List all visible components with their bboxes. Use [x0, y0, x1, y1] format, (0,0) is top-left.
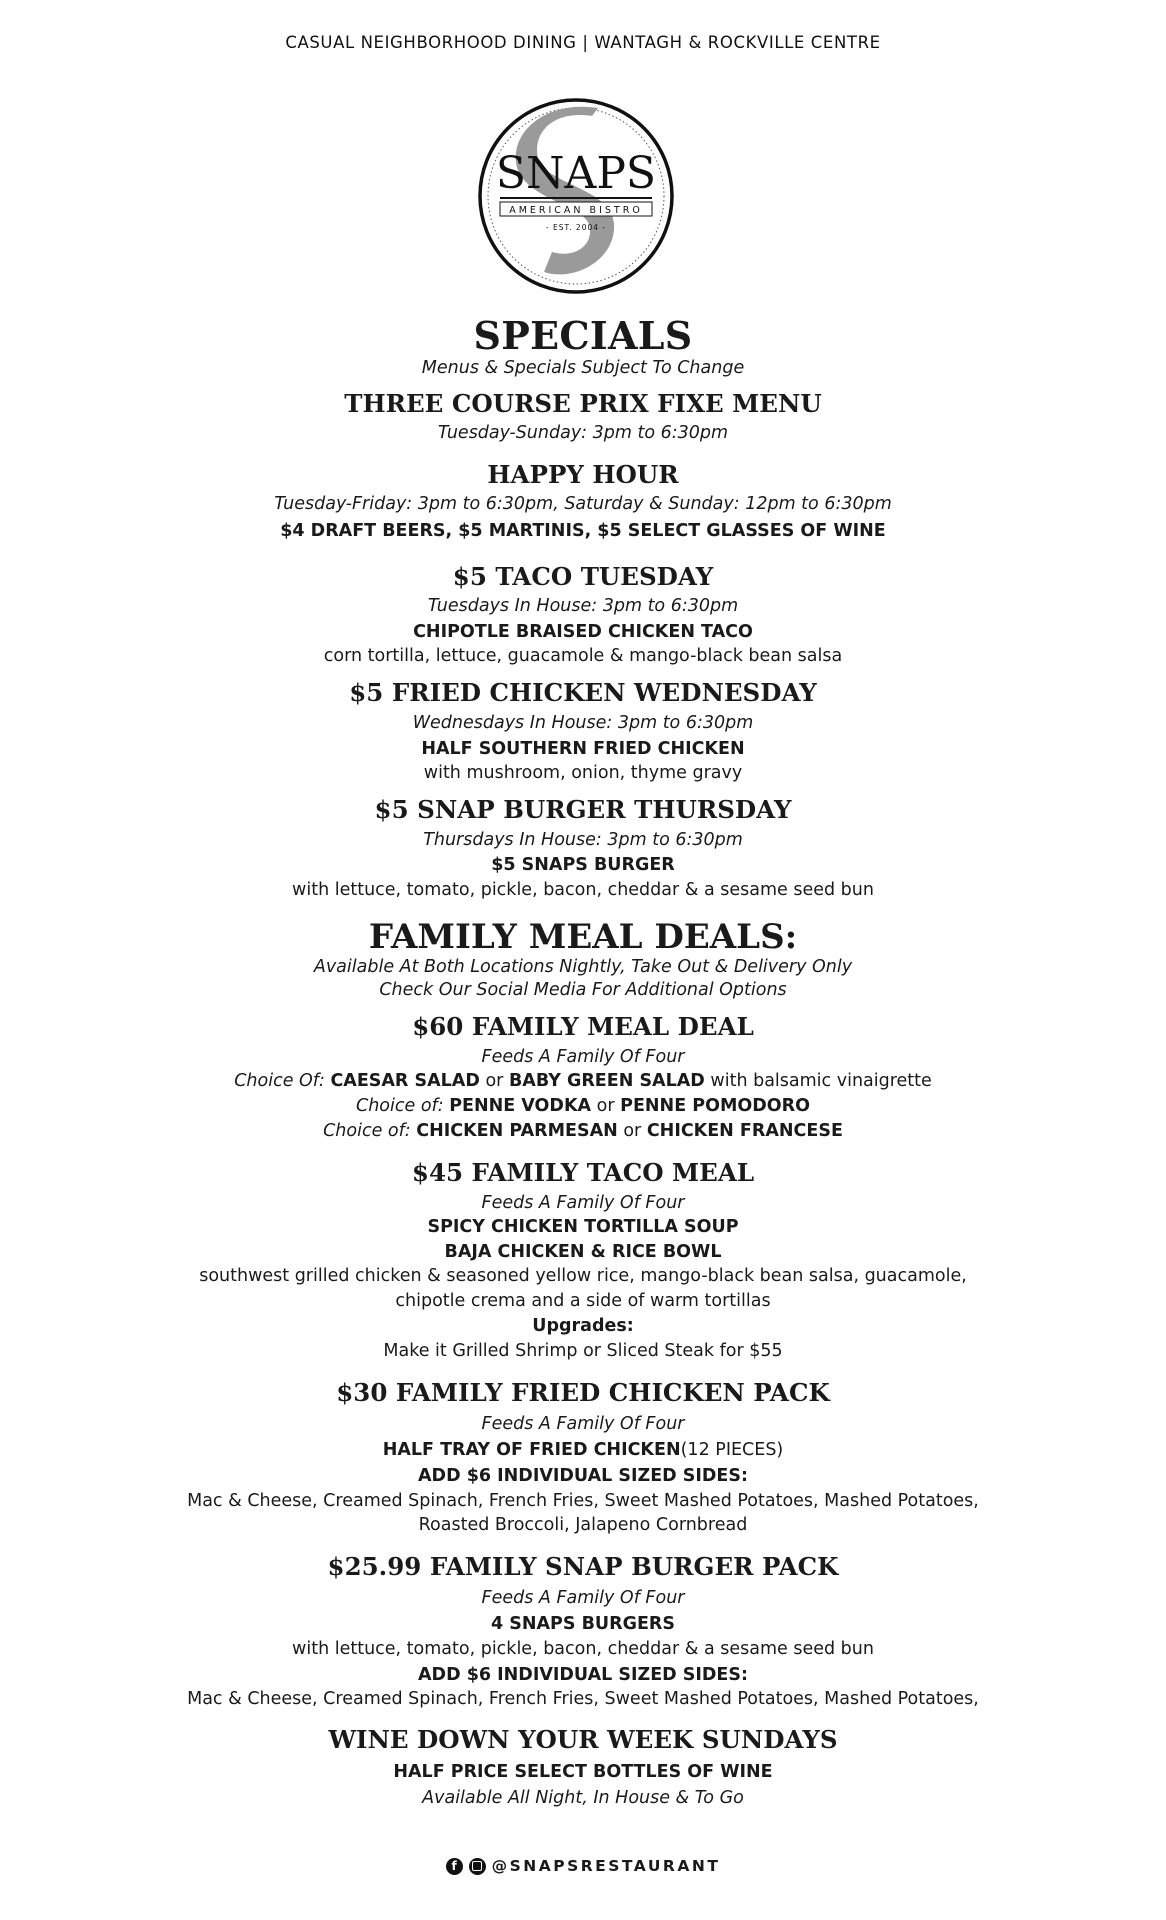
happy-hour-hours: Tuesday-Friday: 3pm to 6:30pm, Saturday & Sunday: 12pm to 6:30pm — [274, 494, 892, 514]
meal-45-item2: BAJA CHICKEN & RICE BOWL — [444, 1242, 722, 1262]
meal-2599-feeds: Feeds A Family Of Four — [481, 1588, 685, 1608]
meal-30-item: HALF TRAY OF FRIED CHICKEN — [382, 1440, 681, 1460]
wine-sundays-title: WINE DOWN YOUR WEEK SUNDAYS — [328, 1725, 838, 1754]
wine-sundays-item: HALF PRICE SELECT BOTTLES OF WINE — [393, 1762, 773, 1782]
meal-45-title: $45 FAMILY TACO MEAL — [411, 1158, 755, 1187]
snaps-logo — [474, 96, 678, 296]
family-meals-title: FAMILY MEAL DEALS: — [368, 917, 798, 957]
specials-note: Menus & Specials Subject To Change — [421, 358, 745, 378]
meal-30-title: $30 FAMILY FRIED CHICKEN PACK — [336, 1378, 830, 1407]
or-text: or — [485, 1071, 504, 1091]
happy-hour-title: HAPPY HOUR — [487, 460, 679, 489]
chicken-wednesday-desc: with mushroom, onion, thyme gravy — [423, 763, 743, 783]
meal-2599-sides1: Mac & Cheese, Creamed Spinach, French Fries, Sweet Mashed Potatoes, Mashed Potatoes, — [187, 1689, 979, 1709]
tagline: CASUAL NEIGHBORHOOD DINING | WANTAGH & ROCKVILLE CENTRE — [285, 33, 881, 52]
taco-tuesday-item: CHIPOTLE BRAISED CHICKEN TACO — [413, 622, 753, 642]
meal-30-sides1: Mac & Cheese, Creamed Spinach, French Fries, Sweet Mashed Potatoes, Mashed Potatoes, — [187, 1491, 979, 1511]
meal-45-upgrades: Make it Grilled Shrimp or Sliced Steak for $55 — [383, 1341, 783, 1361]
pasta-option-2: PENNE POMODORO — [620, 1096, 810, 1116]
choice-label: Choice Of: — [234, 1071, 325, 1091]
salad-option-1: CAESAR SALAD — [330, 1071, 480, 1091]
logo-name: SNAPS — [495, 148, 657, 199]
social-bar — [0, 1857, 1166, 1875]
meal-60-feeds: Feeds A Family Of Four — [481, 1047, 685, 1067]
meal-2599-desc: with lettuce, tomato, pickle, bacon, cheddar & a sesame seed bun — [292, 1639, 874, 1659]
wine-sundays-note: Available All Night, In House & To Go — [422, 1788, 744, 1808]
meal-30-sides2: Roasted Broccoli, Jalapeno Cornbread — [418, 1515, 748, 1535]
social-handle[interactable]: @SNAPSRESTAURANT — [491, 1857, 721, 1875]
meal-30-feeds: Feeds A Family Of Four — [481, 1414, 685, 1434]
burger-thursday-hours: Thursdays In House: 3pm to 6:30pm — [423, 830, 743, 850]
meal-60-main-choice — [0, 1121, 1166, 1141]
prix-fixe-title: THREE COURSE PRIX FIXE MENU — [344, 389, 822, 418]
or-text: or — [623, 1121, 642, 1141]
choice-label: Choice of: — [323, 1121, 411, 1141]
logo-established: - EST. 2004 - — [545, 223, 607, 232]
burger-thursday-item: $5 SNAPS BURGER — [491, 855, 675, 875]
prix-fixe-hours: Tuesday-Sunday: 3pm to 6:30pm — [437, 423, 729, 443]
meal-45-feeds: Feeds A Family Of Four — [481, 1193, 685, 1213]
burger-thursday-title: $5 SNAP BURGER THURSDAY — [374, 795, 792, 824]
or-text: or — [596, 1096, 615, 1116]
specials-title: SPECIALS — [473, 313, 693, 358]
chicken-wednesday-hours: Wednesdays In House: 3pm to 6:30pm — [412, 713, 754, 733]
meal-45-desc2: chipotle crema and a side of warm tortillas — [395, 1291, 771, 1311]
happy-hour-offer: $4 DRAFT BEERS, $5 MARTINIS, $5 SELECT GLASSES OF WINE — [280, 521, 886, 541]
taco-tuesday-title: $5 TACO TUESDAY — [452, 562, 714, 591]
meal-30-item-line — [0, 1440, 1166, 1460]
meal-2599-item: 4 SNAPS BURGERS — [490, 1614, 675, 1634]
meal-45-upgrades-label: Upgrades: — [532, 1316, 634, 1336]
chicken-wednesday-item: HALF SOUTHERN FRIED CHICKEN — [421, 739, 745, 759]
meal-30-sides-label: ADD $6 INDIVIDUAL SIZED SIDES: — [418, 1466, 748, 1486]
meal-45-desc1: southwest grilled chicken & seasoned yellow rice, mango-black bean salsa, guacamole, — [199, 1266, 967, 1286]
taco-tuesday-hours: Tuesdays In House: 3pm to 6:30pm — [427, 596, 739, 616]
salad-desc: with balsamic vinaigrette — [710, 1071, 932, 1091]
family-meals-note1: Available At Both Locations Nightly, Take Out & Delivery Only — [313, 957, 853, 977]
meal-30-item-qty: (12 PIECES) — [680, 1440, 784, 1460]
main-option-1: CHICKEN PARMESAN — [416, 1121, 618, 1141]
main-option-2: CHICKEN FRANCESE — [646, 1121, 843, 1141]
meal-60-title: $60 FAMILY MEAL DEAL — [412, 1012, 754, 1041]
chicken-wednesday-title: $5 FRIED CHICKEN WEDNESDAY — [349, 678, 817, 707]
meal-2599-title: $25.99 FAMILY SNAP BURGER PACK — [327, 1552, 839, 1581]
facebook-icon[interactable]: f — [446, 1858, 463, 1875]
salad-option-2: BABY GREEN SALAD — [508, 1071, 705, 1091]
meal-2599-sides-label: ADD $6 INDIVIDUAL SIZED SIDES: — [418, 1665, 748, 1685]
meal-60-pasta-choice — [0, 1096, 1166, 1116]
instagram-icon[interactable] — [469, 1858, 486, 1875]
logo-subtitle: AMERICAN BISTRO — [509, 205, 643, 216]
meal-60-salad-choice — [0, 1071, 1166, 1091]
taco-tuesday-desc: corn tortilla, lettuce, guacamole & mango-black bean salsa — [323, 646, 843, 666]
meal-45-item1: SPICY CHICKEN TORTILLA SOUP — [427, 1217, 739, 1237]
family-meals-note2: Check Our Social Media For Additional Options — [379, 980, 787, 1000]
choice-label: Choice of: — [356, 1096, 444, 1116]
pasta-option-1: PENNE VODKA — [449, 1096, 592, 1116]
burger-thursday-desc: with lettuce, tomato, pickle, bacon, cheddar & a sesame seed bun — [292, 880, 874, 900]
